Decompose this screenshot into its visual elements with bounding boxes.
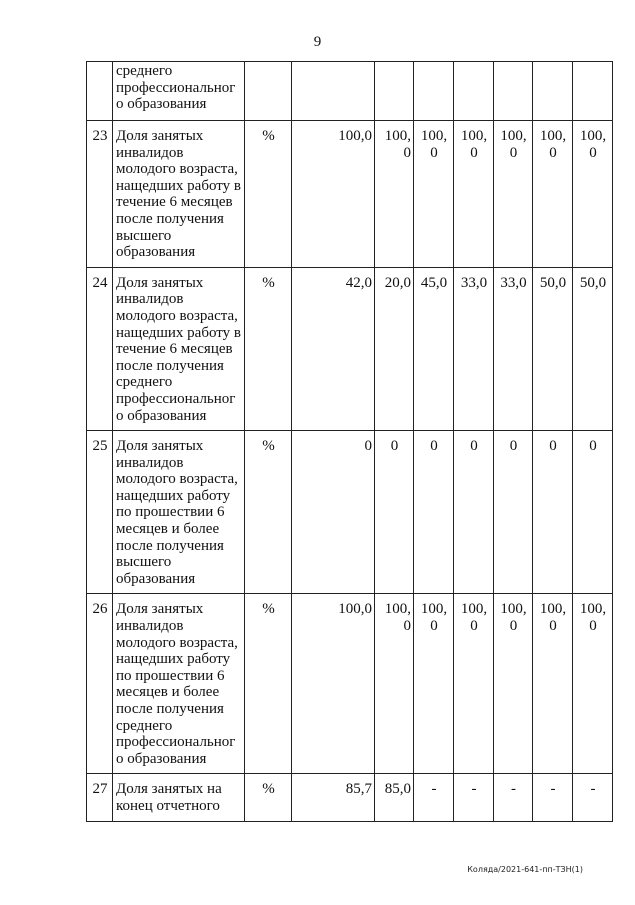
value-cell: 33,0 (454, 267, 494, 430)
value-cell: 0 (375, 431, 414, 594)
value-cell (375, 62, 414, 121)
value-cell: 100,0 (292, 594, 375, 774)
unit-cell (245, 62, 292, 121)
row-number: 25 (87, 431, 113, 594)
table-row (87, 267, 613, 430)
indicator-description: Доля занятых на конец отчетного (113, 774, 245, 821)
value-cell: 100,0 (292, 121, 375, 268)
value-cell (292, 62, 375, 121)
value-cell: 50,0 (573, 267, 613, 430)
value-cell: 45,0 (414, 267, 454, 430)
value-cell: 100, 0 (573, 121, 613, 268)
value-cell: 100, 0 (414, 121, 454, 268)
unit-cell: % (245, 267, 292, 430)
row-number: 24 (87, 267, 113, 430)
value-cell: 42,0 (292, 267, 375, 430)
value-cell (494, 62, 533, 121)
value-cell: 100, 0 (533, 121, 573, 268)
unit-cell: % (245, 431, 292, 594)
table-row (87, 774, 613, 821)
unit-cell: % (245, 121, 292, 268)
value-cell: 100, 0 (533, 594, 573, 774)
indicator-description: Доля занятых инвалидов молодого возраста, нащедших работу по прошествии 6 месяцев и более после получения среднего профессионального образования (113, 594, 245, 774)
value-cell: 0 (494, 431, 533, 594)
table-row (87, 431, 613, 594)
row-number: 23 (87, 121, 113, 268)
value-cell: - (414, 774, 454, 821)
unit-cell: % (245, 774, 292, 821)
table-row (87, 594, 613, 774)
value-cell: 20,0 (375, 267, 414, 430)
value-cell: 0 (292, 431, 375, 594)
table-row (87, 121, 613, 268)
row-number: 26 (87, 594, 113, 774)
value-cell: 100,0 (375, 121, 414, 268)
table-row (87, 62, 613, 121)
value-cell: 33,0 (494, 267, 533, 430)
value-cell: 100, 0 (494, 594, 533, 774)
value-cell: - (494, 774, 533, 821)
value-cell: 0 (533, 431, 573, 594)
value-cell: - (573, 774, 613, 821)
value-cell (573, 62, 613, 121)
row-number (87, 62, 113, 121)
value-cell: 100, 0 (454, 594, 494, 774)
indicator-description: Доля занятых инвалидов молодого возраста, нащедших работу по прошествии 6 месяцев и более после получения высшего образования (113, 431, 245, 594)
document-footer-code: Коляда/2021-641-пп-ТЗН(1) (467, 865, 583, 874)
value-cell: - (533, 774, 573, 821)
indicator-description: среднего профессионального образования (113, 62, 245, 121)
value-cell: 100, 0 (573, 594, 613, 774)
value-cell (533, 62, 573, 121)
indicators-table (86, 61, 613, 822)
value-cell: 0 (573, 431, 613, 594)
value-cell: 100, 0 (454, 121, 494, 268)
value-cell: 50,0 (533, 267, 573, 430)
unit-cell: % (245, 594, 292, 774)
value-cell (414, 62, 454, 121)
value-cell: 0 (454, 431, 494, 594)
value-cell: 85,7 (292, 774, 375, 821)
value-cell: 0 (414, 431, 454, 594)
value-cell: 100, 0 (494, 121, 533, 268)
value-cell: 100,0 (375, 594, 414, 774)
value-cell: 100, 0 (414, 594, 454, 774)
row-number: 27 (87, 774, 113, 821)
indicator-description: Доля занятых инвалидов молодого возраста, нащедших работу в течение 6 месяцев после получения среднего профессионального образования (113, 267, 245, 430)
value-cell (454, 62, 494, 121)
value-cell: - (454, 774, 494, 821)
page-number: 9 (313, 34, 322, 50)
value-cell: 85,0 (375, 774, 414, 821)
indicator-description: Доля занятых инвалидов молодого возраста, нащедших работу в течение 6 месяцев после получения высшего образования (113, 121, 245, 268)
